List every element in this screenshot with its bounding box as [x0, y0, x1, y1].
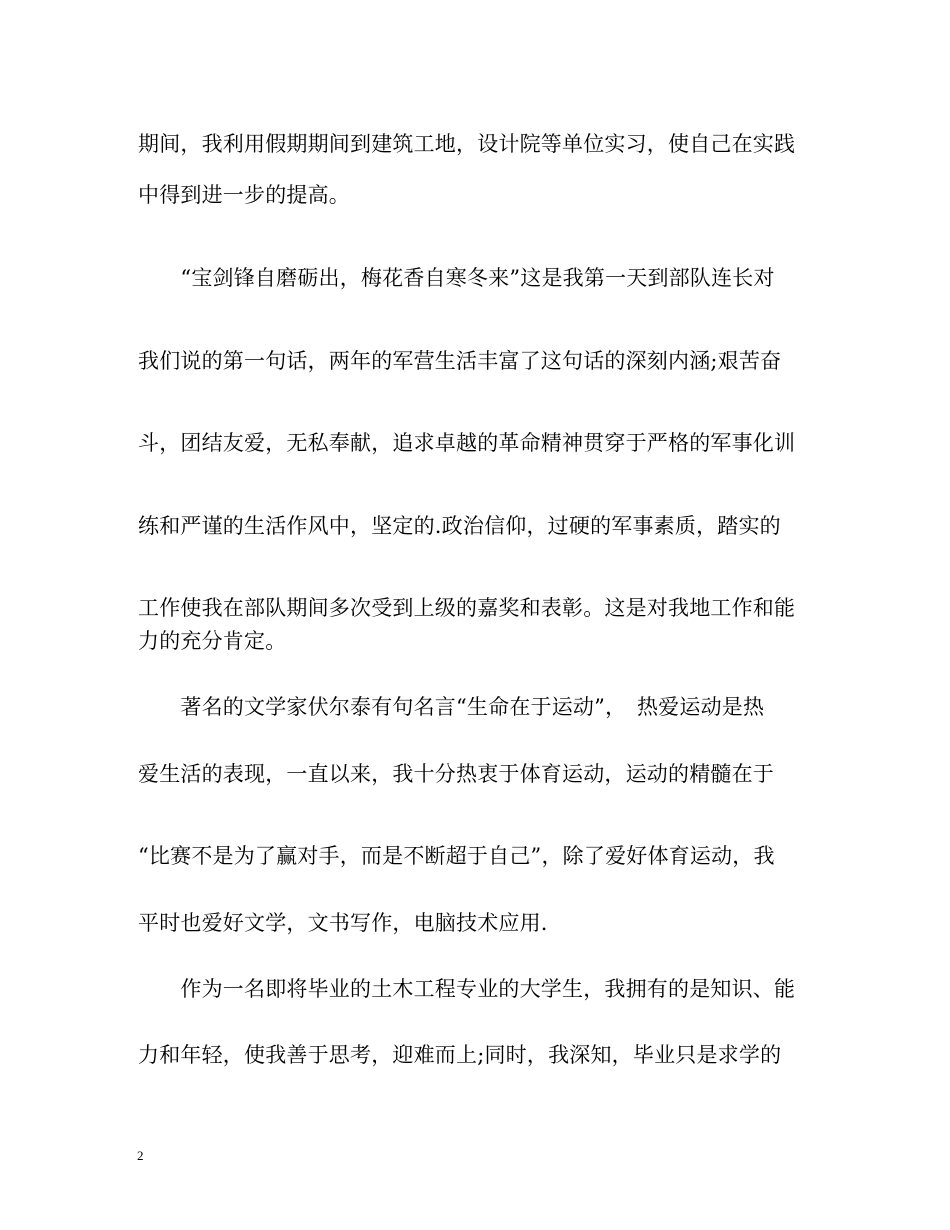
text-line-11: “比赛不是为了赢对手，而是不断超于自己”，除了爱好体育运动，我 — [138, 844, 775, 868]
text-line-13: 作为一名即将毕业的土木工程专业的大学生，我拥有的是知识、能 — [138, 977, 796, 1001]
text-line-1: 期间，我利用假期期间到建筑工地，设计院等单位实习，使自己在实践 — [138, 132, 796, 156]
page-number: 2 — [137, 1148, 144, 1163]
text-line-14: 力和年轻，使我善于思考，迎难而上;同时，我深知，毕业只是求学的 — [138, 1043, 782, 1067]
text-line-8: 力的充分肯定。 — [138, 629, 287, 653]
text-line-12: 平时也爱好文学，文书写作，电脑技术应用. — [138, 911, 548, 935]
text-line-5: 斗，团结友爱，无私奉献，追求卓越的革命精神贯穿于严格的军事化训 — [138, 431, 796, 455]
text-line-7: 工作使我在部队期间多次受到上级的嘉奖和表彰。这是对我地工作和能 — [138, 596, 796, 620]
text-line-3: “宝剑锋自磨砺出，梅花香自寒冬来”这是我第一天到部队连长对 — [138, 266, 775, 290]
text-line-2: 中得到进一步的提高。 — [138, 183, 350, 207]
text-line-9: 著名的文学家伏尔泰有句名言“生命在于运动”， 热爱运动是热 — [138, 695, 765, 719]
text-line-4: 我们说的第一句话，两年的军营生活丰富了这句话的深刻内涵;艰苦奋 — [138, 349, 782, 373]
text-line-10: 爱生活的表现，一直以来，我十分热衷于体育运动，运动的精髓在于 — [138, 762, 774, 786]
text-line-6: 练和严谨的生活作风中，坚定的.政治信仰，过硬的军事素质，踏实的 — [138, 514, 781, 538]
